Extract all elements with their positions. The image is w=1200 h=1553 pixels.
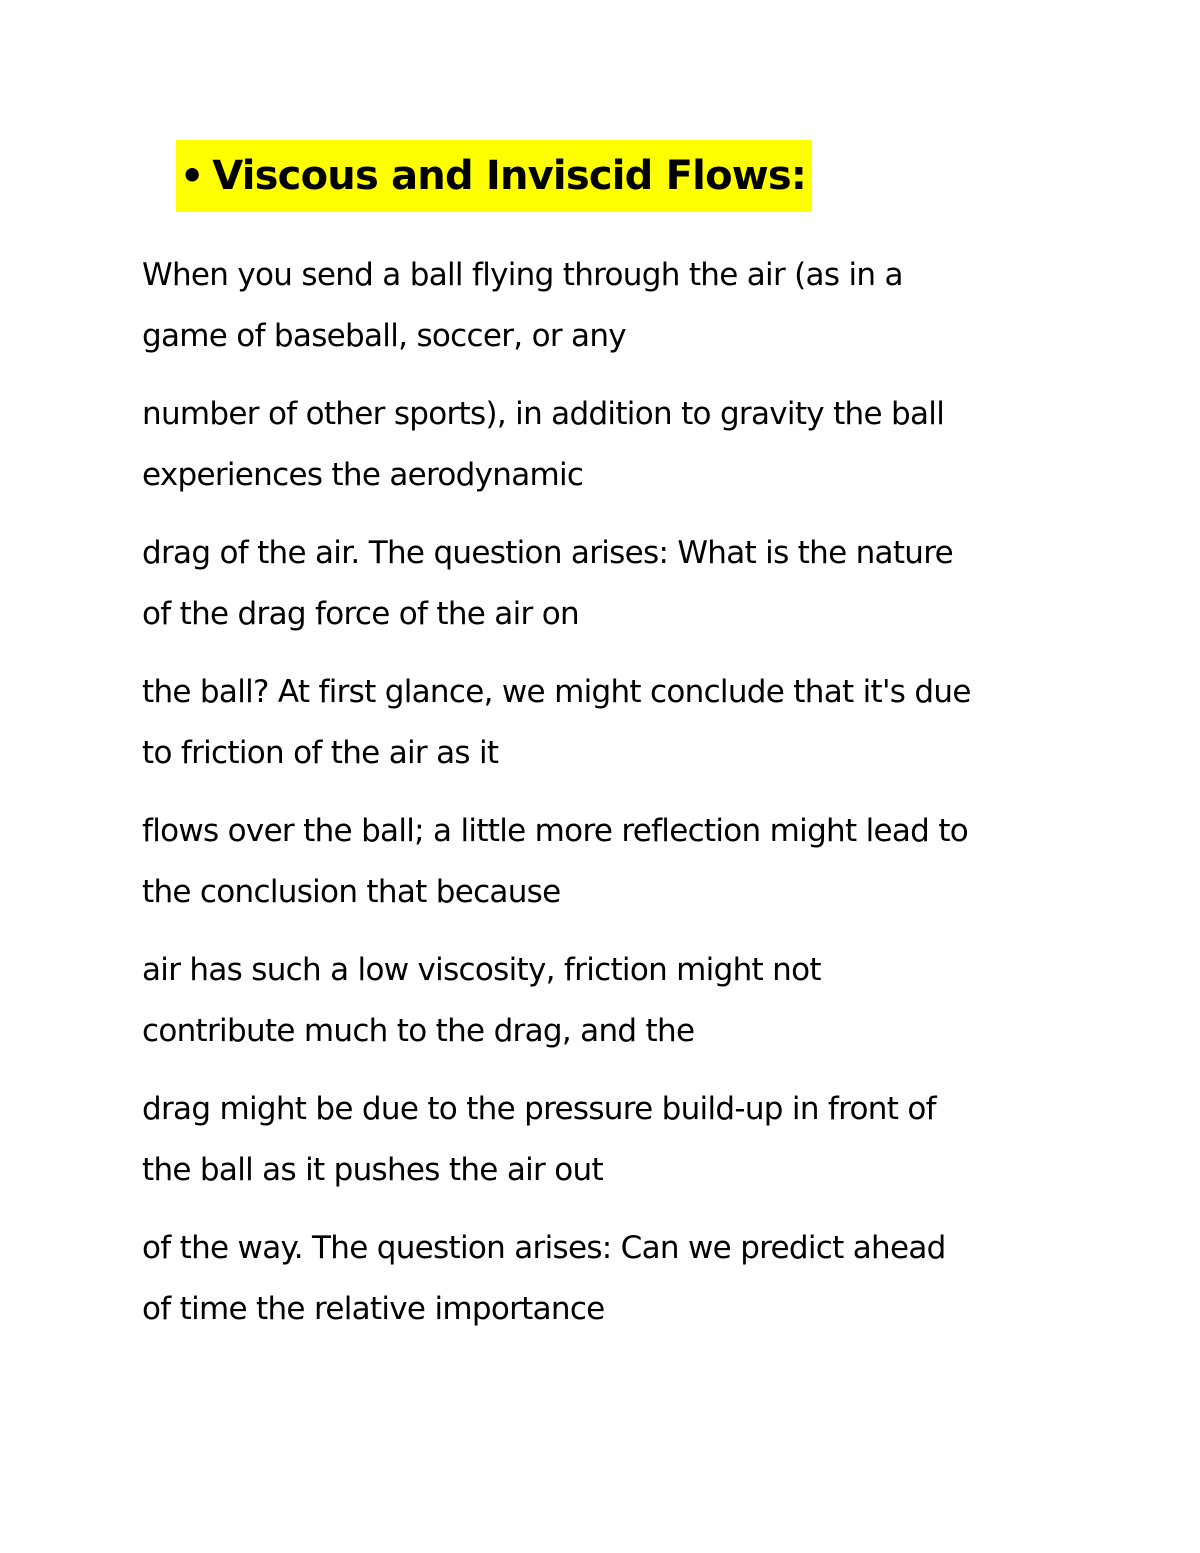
- paragraph: [142, 1079, 1082, 1201]
- text-line: contribute much to the drag, and the: [142, 1013, 695, 1049]
- text-line: of time the relative importance: [142, 1291, 605, 1327]
- text-line: When you send a ball flying through the air (as in a: [142, 257, 903, 293]
- text-line: number of other sports), in addition to gravity the ball: [142, 396, 945, 432]
- paragraph: [142, 245, 1082, 367]
- highlighted-heading: [176, 140, 812, 212]
- text-line: of the drag force of the air on: [142, 596, 579, 632]
- text-line: the conclusion that because: [142, 874, 561, 910]
- text-line: game of baseball, soccer, or any: [142, 318, 626, 354]
- section-heading: Viscous and Inviscid Flows:: [212, 153, 807, 199]
- paragraph: [142, 662, 1082, 784]
- text-line: the ball? At first glance, we might conclude that it's due: [142, 674, 971, 710]
- text-line: to friction of the air as it: [142, 735, 499, 771]
- text-line: drag of the air. The question arises: What is the nature: [142, 535, 953, 571]
- body-text: [142, 245, 1082, 1357]
- paragraph: [142, 523, 1082, 645]
- paragraph: [142, 801, 1082, 923]
- text-line: air has such a low viscosity, friction might not: [142, 952, 821, 988]
- bullet-icon: •: [180, 154, 205, 198]
- text-line: experiences the aerodynamic: [142, 457, 584, 493]
- paragraph: [142, 940, 1082, 1062]
- text-line: flows over the ball; a little more reflection might lead to: [142, 813, 969, 849]
- paragraph: [142, 1218, 1082, 1340]
- text-line: of the way. The question arises: Can we predict ahead: [142, 1230, 946, 1266]
- text-line: the ball as it pushes the air out: [142, 1152, 603, 1188]
- paragraph: [142, 384, 1082, 506]
- text-line: drag might be due to the pressure build-up in front of: [142, 1091, 936, 1127]
